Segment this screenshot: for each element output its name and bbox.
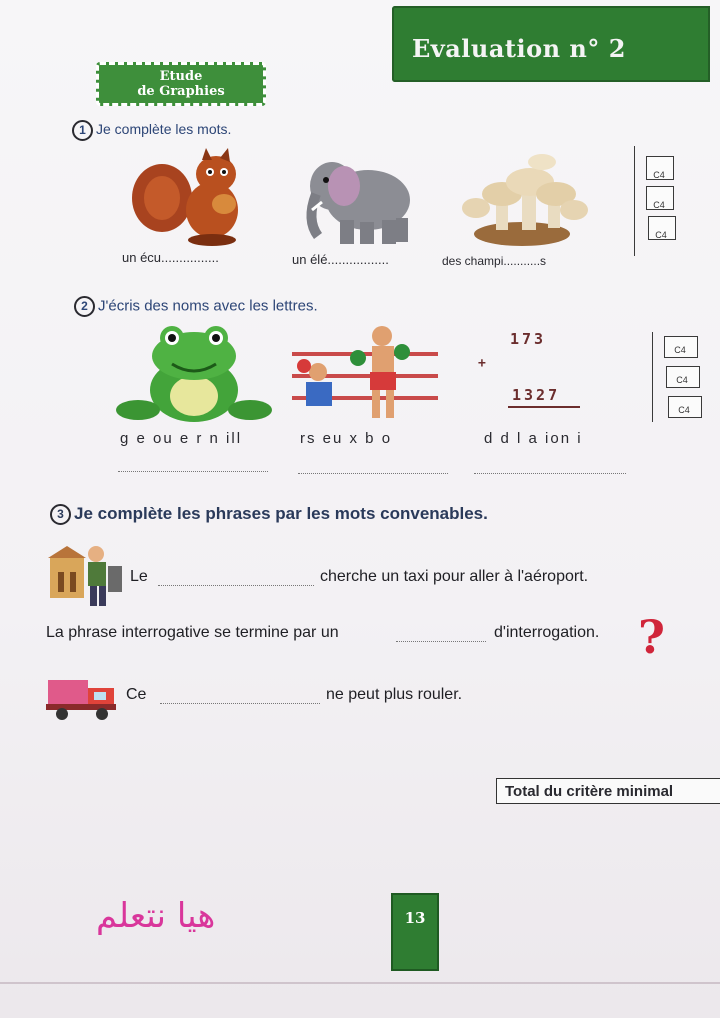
- section3-title: [50, 504, 488, 525]
- answer-line[interactable]: [474, 472, 626, 474]
- page-edge: [0, 982, 720, 984]
- answer-line[interactable]: [118, 470, 268, 472]
- traveler-picture: [48, 544, 126, 610]
- boxers-picture: [292, 322, 438, 426]
- sentence3-before: Ce: [126, 686, 147, 703]
- criteria-label: C4: [653, 170, 665, 180]
- criteria-rule: [652, 332, 653, 422]
- letters-grenouille: g e ou e r n ill: [120, 430, 243, 447]
- sentence3-after: ne peut plus rouler.: [326, 686, 463, 703]
- word-elephant: un élé.................: [292, 252, 389, 267]
- section1-title-text: Je complète les mots.: [96, 121, 232, 138]
- criteria-label: C4: [653, 200, 665, 210]
- answer-line[interactable]: [160, 702, 320, 704]
- letters-boxeurs: rs eu x b o: [300, 430, 393, 447]
- sentence1-before: Le: [130, 568, 148, 585]
- total-criteria-label: Total du critère minimal: [496, 778, 720, 804]
- section3-number: 3: [50, 504, 71, 525]
- etude-label: Etude: [159, 69, 203, 84]
- section2-title-text: J'écris des noms avec les lettres.: [98, 297, 318, 315]
- criteria-label: C4: [655, 230, 667, 240]
- elephant-picture: [298, 150, 418, 250]
- frog-picture: [116, 322, 272, 426]
- section2-title: [74, 296, 318, 317]
- math-rule: [508, 406, 580, 408]
- etude-badge: [96, 62, 266, 106]
- section1-number: 1: [72, 120, 93, 141]
- section1-title: [72, 120, 231, 141]
- criteria-label: C4: [674, 345, 686, 355]
- answer-line[interactable]: [158, 584, 314, 586]
- graphies-label: de Graphies: [137, 84, 225, 99]
- letters-addition: d d l a ion i: [484, 430, 583, 447]
- mushrooms-picture: [452, 152, 592, 248]
- squirrel-picture: [124, 148, 254, 248]
- answer-line[interactable]: [396, 640, 486, 642]
- page-title: Evaluation n° 2: [412, 34, 626, 63]
- word-champignons: des champi...........s: [442, 254, 547, 268]
- math-bottom: 1327: [512, 386, 561, 404]
- section2-number: 2: [74, 296, 95, 317]
- section3-title-text: Je complète les phrases par les mots convenables.: [74, 504, 488, 523]
- question-mark-icon: ?: [638, 610, 665, 664]
- math-top: 173: [510, 330, 547, 348]
- criteria-label: C4: [676, 375, 688, 385]
- criteria-rule: [634, 146, 635, 256]
- criteria-label: C4: [678, 405, 690, 415]
- sentence2-before: La phrase interrogative se termine par un: [46, 624, 339, 641]
- math-operator: +: [478, 356, 489, 371]
- page-number: 13: [391, 893, 439, 971]
- brand-logo: هيا نتعلم: [96, 896, 216, 936]
- truck-picture: [44, 674, 122, 724]
- answer-line[interactable]: [298, 472, 448, 474]
- sentence2-after: d'interrogation.: [494, 624, 600, 641]
- sentence1-after: cherche un taxi pour aller à l'aéroport.: [320, 568, 589, 585]
- word-ecureuil: un écu................: [122, 250, 219, 265]
